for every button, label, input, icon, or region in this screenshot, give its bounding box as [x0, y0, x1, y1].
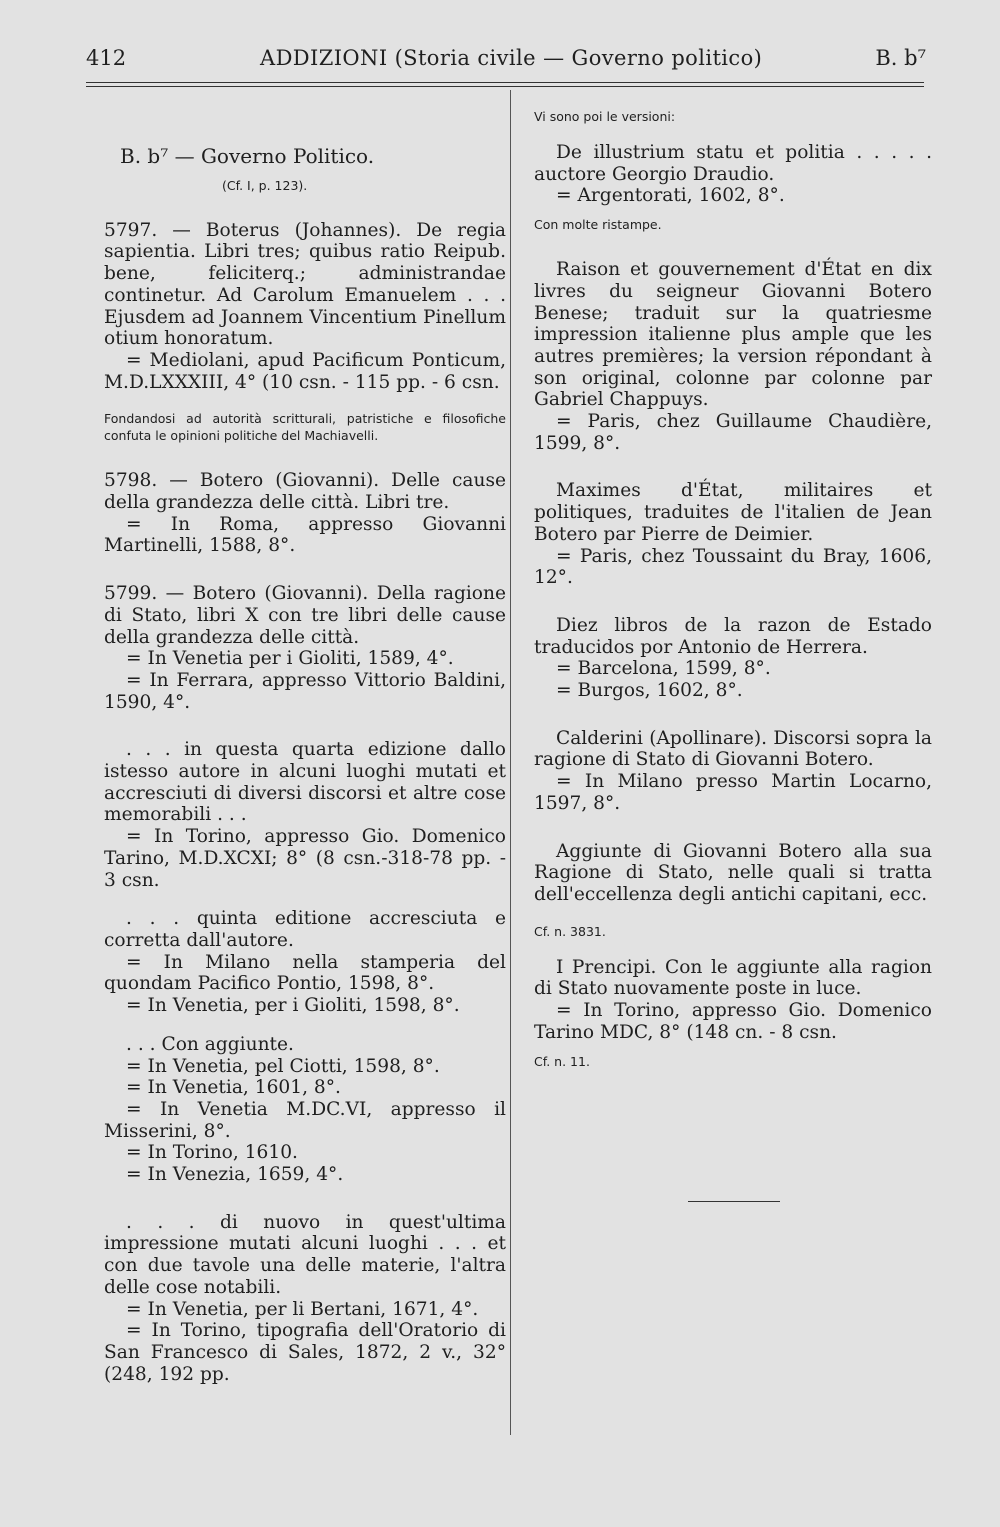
- left-column: [104, 146, 506, 1385]
- imprint-line: = In Venetia, per i Gioliti, 1598, 8°.: [126, 995, 460, 1017]
- imprint-line: = In Venetia per i Gioliti, 1589, 4°.: [126, 648, 454, 670]
- imprint-line: = In Ferrara, appresso Vittorio Baldini, 1590, 4°.: [104, 669, 506, 713]
- column-divider: [510, 90, 511, 1435]
- imprint-line: = Barcelona, 1599, 8°.: [556, 658, 771, 680]
- imprint-line: = In Milano nella stamperia del quondam Pacifico Pontio, 1598, 8°.: [104, 951, 506, 995]
- imprint-line: = In Venetia M.DC.VI, appresso il Misserini, 8°.: [104, 1098, 506, 1142]
- right-column: [534, 108, 932, 1070]
- section-reference: (Cf. I, p. 123).: [222, 177, 308, 193]
- header-rule: [86, 82, 924, 83]
- related-entry: Calderini (Apollinare). Discorsi sopra la ragione di Stato di Giovanni Botero.: [534, 727, 932, 771]
- translation-entry: De illustrium statu et politia . . . . . auctore Georgio Draudio.: [534, 142, 932, 185]
- imprint-line: = Mediolani, apud Pacificum Ponticum, M.D.LXXXIII, 4° (10 csn. - 115 pp. - 6 csn.: [104, 349, 506, 393]
- edition-note: . . . di nuovo in quest'ultima impressione mutati alcuni luoghi . . . et con due tavole una delle materie, l'altra delle cose notabili.: [104, 1211, 506, 1298]
- related-entry: I Prencipi. Con le aggiunte alla ragion di Stato nuovamente poste in luce.: [534, 956, 932, 1000]
- related-entry: Aggiunte di Giovanni Botero alla sua Ragione di Stato, nelle quali si tratta dell'eccellenza degli antichi capitani, ecc.: [534, 840, 932, 905]
- imprint-line: = In Torino, appresso Gio. Domenico Tarino, M.D.XCXI; 8° (8 csn.-318-78 pp. - 3 csn.: [104, 826, 506, 891]
- imprint-line: = In Roma, appresso Giovanni Martinelli, 1588, 8°.: [104, 513, 506, 557]
- imprint-line: = In Venetia, per li Bertani, 1671, 4°.: [126, 1298, 479, 1320]
- entry-5799: 5799. — Botero (Giovanni). Della ragione di Stato, libri X con tre libri delle cause della grandezza delle città.: [104, 583, 506, 648]
- header-rule-thin: [86, 86, 924, 87]
- imprint-line: = In Venetia, pel Ciotti, 1598, 8°.: [126, 1055, 440, 1077]
- entry-5797: 5797. — Boterus (Johannes). De regia sapientia. Libri tres; quibus ratio Reipub. bene, feliciterq.; administrandae continetur. Ad Carolum Emanuelem . . . Ejusdem ad Joannem Vincentium Pinellum otium honoratum.: [104, 219, 506, 350]
- imprint-line: = In Torino, appresso Gio. Domenico Tarino MDC, 8° (148 cn. - 8 csn.: [534, 1000, 932, 1043]
- entry-5798: 5798. — Botero (Giovanni). Delle cause della grandezza delle città. Libri tre.: [104, 470, 506, 514]
- translation-entry: Raison et gouvernement d'État en dix livres du seigneur Giovanni Botero Benese; traduit sur la quatriesme impression italienne plus ample que les autres premières; la version répondant à son original, colonne par colonne par Gabriel Chappuys.: [534, 259, 932, 411]
- imprint-line: = In Torino, 1610.: [126, 1142, 298, 1164]
- edition-note: . . . quinta editione accresciuta e corretta dall'autore.: [104, 908, 506, 951]
- end-rule: [688, 1201, 780, 1202]
- translation-entry: Diez libros de la razon de Estado traducidos por Antonio de Herrera.: [534, 614, 932, 658]
- imprint-line: = In Venetia, 1601, 8°.: [126, 1077, 341, 1099]
- imprint-line: = In Venezia, 1659, 4°.: [126, 1164, 344, 1186]
- imprint-line: = Paris, chez Toussaint du Bray, 1606, 12°.: [534, 545, 932, 589]
- imprint-line: = In Torino, tipografia dell'Oratorio di San Francesco di Sales, 1872, 2 v., 32° (248, 192 pp.: [104, 1320, 506, 1385]
- section-code: B. b⁷: [875, 46, 926, 70]
- versions-intro: Vi sono poi le versioni:: [534, 109, 676, 124]
- translation-entry: Maximes d'État, militaires et politiques, traduites de l'italien de Jean Botero par Pierre de Deimier.: [534, 480, 932, 545]
- edition-note: . . . Con aggiunte.: [126, 1033, 294, 1055]
- cross-reference: Cf. n. 3831.: [534, 923, 606, 939]
- imprint-line: = Paris, chez Guillaume Chaudière, 1599, 8°.: [534, 411, 932, 454]
- running-title: ADDIZIONI (Storia civile — Governo politico): [260, 46, 763, 70]
- annotation-note: Con molte ristampe.: [534, 217, 662, 233]
- cross-reference: Cf. n. 11.: [534, 1053, 590, 1069]
- page-header: [86, 46, 926, 82]
- imprint-line: = In Milano presso Martin Locarno, 1597, 8°.: [534, 771, 932, 814]
- annotation-note: Fondandosi ad autorità scritturali, patristiche e filosofiche confuta le opinioni politiche del Machiavelli.: [104, 411, 506, 444]
- edition-note: . . . in questa quarta edizione dallo istesso autore in alcuni luoghi mutati et accresciuti di diversi discorsi et altre cose memorabili . . .: [104, 739, 506, 826]
- imprint-line: = Argentorati, 1602, 8°.: [556, 185, 785, 207]
- imprint-line: = Burgos, 1602, 8°.: [556, 680, 743, 702]
- section-heading: B. b⁷ — Governo Politico.: [120, 144, 375, 168]
- page-number: 412: [86, 46, 127, 70]
